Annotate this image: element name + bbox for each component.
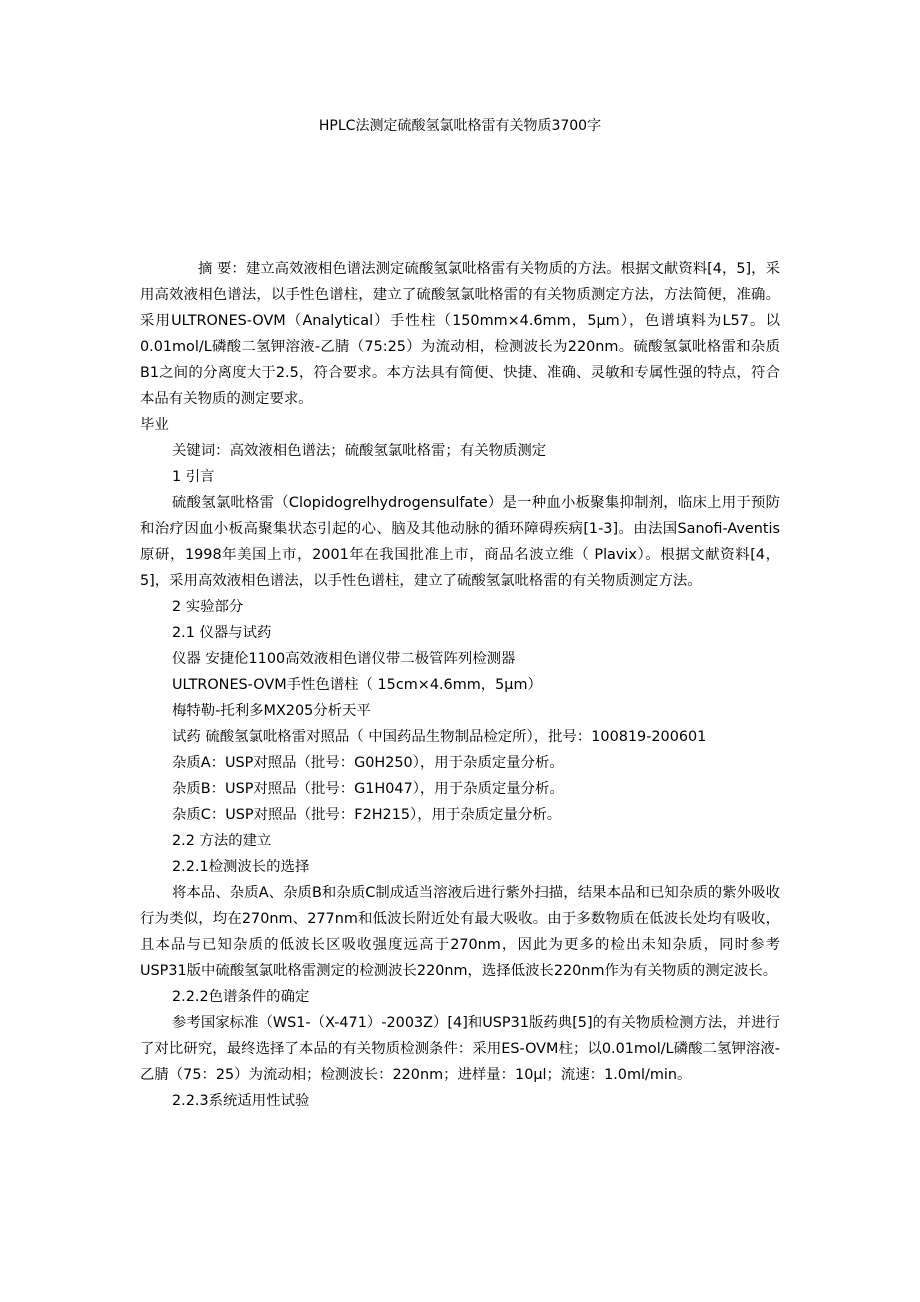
subsection-heading-wavelength: 2.2.1检测波长的选择 <box>172 859 310 875</box>
subsection-heading-instruments: 2.1 仪器与试药 <box>172 625 272 641</box>
column-line: ULTRONES-OVM手性色谱柱（ 15cm×4.6mm，5μm） <box>172 677 542 693</box>
wavelength-paragraph: 将本品、杂质A、杂质B和杂质C制成适当溶液后进行紫外扫描，结果本品和已知杂质的紫外吸收行为类似，均在270nm、277nm和低波长附近处有最大吸收。由于多数物质在低波长处均有吸收，且本品与已知杂质的低波长区吸收强度远高于270nm，因此为更多的检出未知杂质，同时参考USP31版中硫酸氢氯吡格雷测定的检测波长220nm，选择低波长220nm作为有关物质的测定波长。 <box>140 885 780 979</box>
document-body <box>140 256 780 1114</box>
subsection-heading-method: 2.2 方法的建立 <box>172 833 272 849</box>
section-heading-intro: 1 引言 <box>172 469 215 485</box>
reagent-line: 试药 硫酸氢氯吡格雷对照品（ 中国药品生物制品检定所），批号：100819-200601 <box>172 729 707 745</box>
balance-line: 梅特勒-托利多MX205分析天平 <box>172 703 371 719</box>
impurity-a-line: 杂质A：USP对照品（批号：G0H250），用于杂质定量分析。 <box>172 755 564 771</box>
section-heading-experiment: 2 实验部分 <box>172 599 244 615</box>
subsection-heading-suitability: 2.2.3系统适用性试验 <box>172 1093 310 1109</box>
keywords-line: 关键词：高效液相色谱法；硫酸氢氯吡格雷；有关物质测定 <box>172 443 547 459</box>
instrument-line: 仪器 安捷伦1100高效液相色谱仪带二极管阵列检测器 <box>172 651 516 667</box>
abstract-paragraph: 摘 要：建立高效液相色谱法测定硫酸氢氯吡格雷有关物质的方法。根据文献资料[4，5]，采用高效液相色谱法，以手性色谱柱，建立了硫酸氢氯吡格雷的有关物质测定方法，方法简便，准确。采用ULTRONES-OVM（Analytical）手性柱（150mm×4.6mm，5μm），色谱填料为L57。以0.01mol/L磷酸二氢钾溶液-乙腈（75:25）为流动相，检测波长为220nm。硫酸氢氯吡格雷和杂质B1之间的分离度大于2.5，符合要求。本方法具有简便、快捷、准确、灵敏和专属性强的特点，符合本品有关物质的测定要求。 <box>140 261 780 407</box>
conditions-paragraph: 参考国家标准（WS1-（X-471）-2003Z）[4]和USP31版药典[5]的有关物质检测方法，并进行了对比研究，最终选择了本品的有关物质检测条件：采用ES-OVM柱；以0.01mol/L磷酸二氢钾溶液-乙腈（75：25）为流动相；检测波长：220nm；进样量：10μl；流速：1.0ml/min。 <box>140 1015 780 1083</box>
impurity-b-line: 杂质B：USP对照品（批号：G1H047），用于杂质定量分析。 <box>172 781 564 797</box>
intro-paragraph: 硫酸氢氯吡格雷（Clopidogrelhydrogensulfate）是一种血小板聚集抑制剂，临床上用于预防和治疗因血小板高聚集状态引起的心、脑及其他动脉的循环障碍疾病[1-3]。由法国Sanofi-Aventis原研，1998年美国上市，2001年在我国批准上市，商品名波立维（ Plavix）。根据文献资料[4，5]，采用高效液相色谱法，以手性色谱柱，建立了硫酸氢氯吡格雷的有关物质测定方法。 <box>140 495 780 589</box>
document-title: HPLC法测定硫酸氢氯吡格雷有关物质3700字 <box>318 118 602 134</box>
stray-text: 毕业 <box>140 417 169 433</box>
subsection-heading-conditions: 2.2.2色谱条件的确定 <box>172 989 310 1005</box>
impurity-c-line: 杂质C：USP对照品（批号：F2H215），用于杂质定量分析。 <box>172 807 562 823</box>
